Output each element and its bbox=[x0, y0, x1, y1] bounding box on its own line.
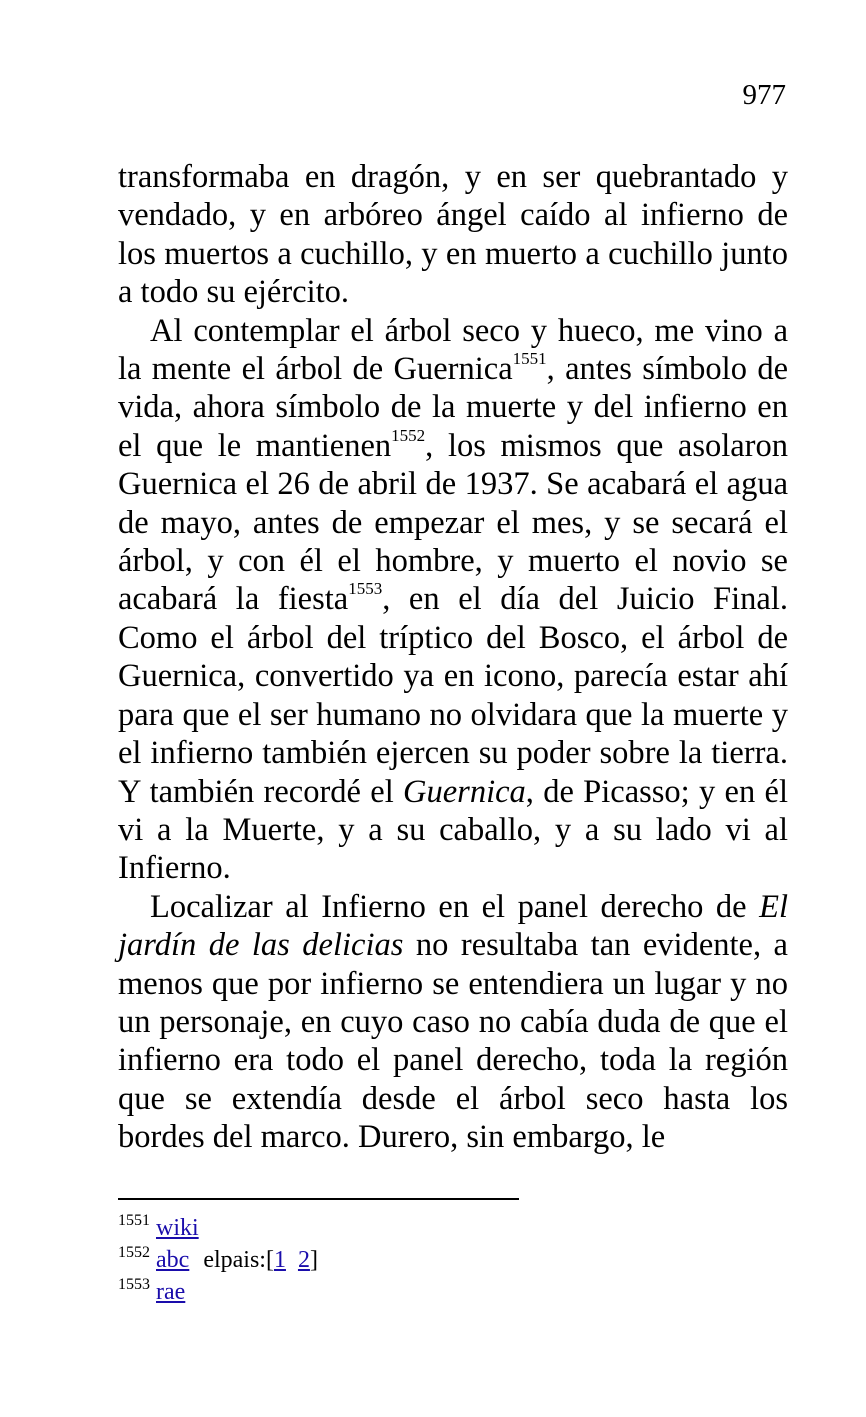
paragraph-2-text: Al contemplar el árbol seco y hueco, me vino a la mente el árbol de Guernica bbox=[118, 312, 788, 388]
footnote-link-rae[interactable]: rae bbox=[156, 1279, 186, 1305]
footnotes bbox=[118, 1212, 318, 1308]
paragraph-2-text: , de Picasso; y en él vi a la Muerte, y a su caballo, y a su lado vi al Infierno. bbox=[118, 773, 788, 887]
footnote-divider bbox=[118, 1198, 519, 1200]
footnote-ref-1553[interactable]: 1553 bbox=[348, 579, 383, 599]
paragraph-2-text: , los mismos que asolaron Guernica el 26 de abril de 1937. Se acabará el agua de mayo, antes de empezar el mes, y se secará el árbol, y con él el hombre, y muerto el novio se acabará la fiesta bbox=[118, 427, 788, 618]
footnote-link-elpais-1[interactable]: 1 bbox=[273, 1247, 286, 1273]
footnote-ref-1552[interactable]: 1552 bbox=[391, 425, 426, 445]
paragraph-2-text: , en el día del Juicio Final. Como el árbol del tríptico del Bosco, el árbol de Guernica, convertido ya en icono, parecía estar ahí para que el ser humano no olvidara que la muerte y el infierno también ejercen su poder sobre la tierra. Y también recordé el bbox=[118, 581, 788, 810]
footnote-number: 1553 bbox=[118, 1276, 150, 1293]
footnote-extra-suffix: ] bbox=[309, 1247, 318, 1273]
footnote-link-wiki[interactable]: wiki bbox=[156, 1215, 199, 1241]
footnote-1553 bbox=[118, 1276, 318, 1308]
paragraph-2 bbox=[118, 312, 788, 888]
page-number: 977 bbox=[742, 79, 786, 111]
footnote-number: 1551 bbox=[118, 1212, 150, 1229]
paragraph-3-text: Localizar al Infierno en el panel derecho de bbox=[150, 888, 760, 925]
footnote-extra-prefix: elpais:[ bbox=[203, 1247, 274, 1273]
paragraph-3 bbox=[118, 888, 788, 1157]
paragraph-2-text: , antes símbolo de vida, ahora símbolo de la muerte y del infierno en el que le mantienen bbox=[118, 351, 788, 464]
footnote-link-elpais-2[interactable]: 2 bbox=[297, 1247, 310, 1273]
artwork-title-guernica: Guernica bbox=[403, 773, 526, 810]
artwork-title-jardin: El jardín de las delicias bbox=[118, 888, 788, 964]
paragraph-1: transformaba en dragón, y en ser quebrantado y vendado, y en arbóreo ángel caído al infierno de los muertos a cuchillo, y en muerto a cuchillo junto a todo su ejército. bbox=[118, 159, 788, 311]
footnote-link-abc[interactable]: abc bbox=[156, 1247, 190, 1273]
footnote-number: 1552 bbox=[118, 1244, 150, 1261]
paragraph-3-text: no resultaba tan evidente, a menos que por infierno se entendiera un lugar y no un personaje, en cuyo caso no cabía duda de que el infierno era todo el panel derecho, toda la región que se extendía desde el árbol seco hasta los bordes del marco. Durero, sin embargo, le bbox=[118, 927, 788, 1156]
footnote-1552 bbox=[118, 1244, 318, 1276]
body-text bbox=[118, 158, 788, 1157]
footnote-ref-1551[interactable]: 1551 bbox=[512, 349, 547, 369]
footnote-1551 bbox=[118, 1212, 318, 1244]
